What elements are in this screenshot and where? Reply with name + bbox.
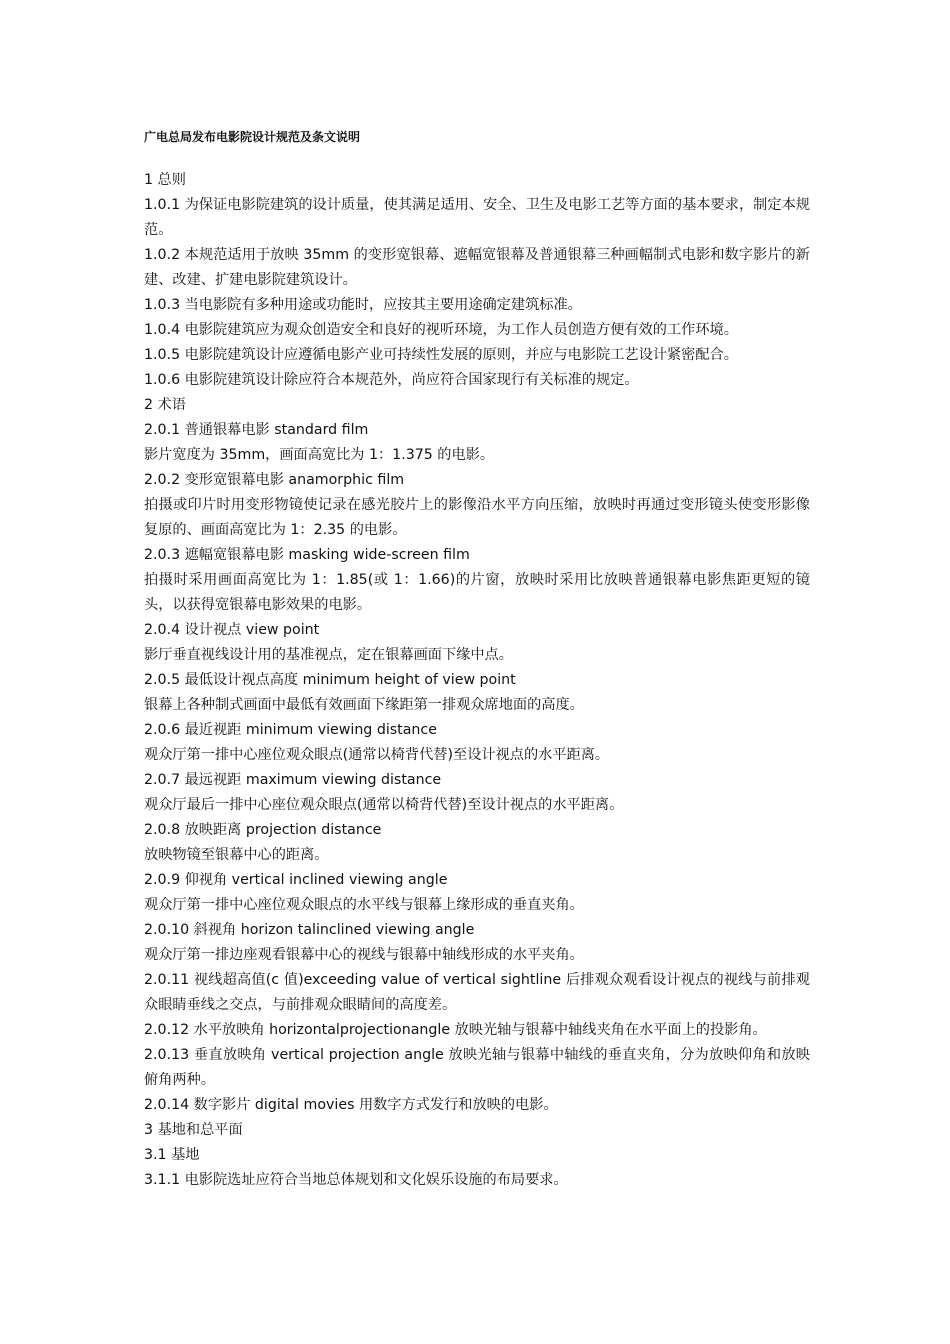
clause-paragraph: 1.0.4 电影院建筑应为观众创造安全和良好的视听环境，为工作人员创造方便有效的工作环境。 (144, 322, 738, 338)
term-paragraph: 2.0.14 数字影片 digital movies 用数字方式发行和放映的电影。 (144, 1097, 558, 1113)
term-paragraph: 2.0.11 视线超高值(c 值)exceeding value of vertical sightline 后排观众观看设计视点的视线与前排观众眼睛垂线之交点，与前排观众眼睛间的高度差。 (144, 972, 810, 1013)
term-paragraph: 2.0.13 垂直放映角 vertical projection angle 放映光轴与银幕中轴线的垂直夹角，分为放映仰角和放映俯角两种。 (144, 1047, 810, 1088)
chapter-heading: 2 术语 (144, 397, 186, 413)
clause-paragraph: 1.0.6 电影院建筑设计除应符合本规范外，尚应符合国家现行有关标准的规定。 (144, 372, 639, 388)
term-definition: 观众厅第一排中心座位观众眼点(通常以椅背代替)至设计视点的水平距离。 (144, 747, 610, 763)
term-heading: 2.0.7 最远视距 maximum viewing distance (144, 772, 442, 788)
term-definition: 银幕上各种制式画面中最低有效画面下缘距第一排观众席地面的高度。 (144, 697, 584, 713)
term-heading: 2.0.3 遮幅宽银幕电影 masking wide-screen film (144, 547, 470, 563)
term-heading: 2.0.2 变形宽银幕电影 anamorphic film (144, 472, 405, 488)
term-heading: 2.0.9 仰视角 vertical inclined viewing angle (144, 872, 448, 888)
document-body (144, 168, 810, 1193)
clause-paragraph: 1.0.5 电影院建筑设计应遵循电影产业可持续性发展的原则，并应与电影院工艺设计紧密配合。 (144, 347, 738, 363)
clause-paragraph: 1.0.2 本规范适用于放映 35mm 的变形宽银幕、遮幅宽银幕及普通银幕三种画幅制式电影和数字影片的新建、改建、扩建电影院建筑设计。 (144, 247, 810, 288)
document-title: 广电总局发布电影院设计规范及条文说明 (144, 130, 361, 144)
clause-paragraph: 1.0.3 当电影院有多种用途或功能时，应按其主要用途确定建筑标准。 (144, 297, 582, 313)
term-definition: 影片宽度为 35mm，画面高宽比为 1：1.375 的电影。 (144, 447, 495, 463)
term-heading: 2.0.1 普通银幕电影 standard film (144, 422, 369, 438)
document-page (144, 126, 810, 1193)
term-definition: 观众厅第一排边座观看银幕中心的视线与银幕中轴线形成的水平夹角。 (144, 947, 584, 963)
term-paragraph: 2.0.12 水平放映角 horizontalprojectionangle 放映光轴与银幕中轴线夹角在水平面上的投影角。 (144, 1022, 767, 1038)
term-heading: 2.0.5 最低设计视点高度 minimum height of view point (144, 672, 516, 688)
term-heading: 2.0.10 斜视角 horizon talinclined viewing angle (144, 922, 475, 938)
term-definition: 拍摄时采用画面高宽比为 1：1.85(或 1：1.66)的片窗，放映时采用比放映普通银幕电影焦距更短的镜头，以获得宽银幕电影效果的电影。 (144, 572, 810, 613)
term-heading: 2.0.6 最近视距 minimum viewing distance (144, 722, 437, 738)
term-definition: 观众厅最后一排中心座位观众眼点(通常以椅背代替)至设计视点的水平距离。 (144, 797, 624, 813)
chapter-heading: 3 基地和总平面 (144, 1122, 243, 1138)
term-heading: 2.0.4 设计视点 view point (144, 622, 320, 638)
chapter-heading: 1 总则 (144, 172, 186, 188)
clause-paragraph: 1.0.1 为保证电影院建筑的设计质量，使其满足适用、安全、卫生及电影工艺等方面的基本要求，制定本规范。 (144, 197, 810, 238)
clause-paragraph: 3.1.1 电影院选址应符合当地总体规划和文化娱乐设施的布局要求。 (144, 1172, 568, 1188)
term-definition: 拍摄或印片时用变形物镜使记录在感光胶片上的影像沿水平方向压缩，放映时再通过变形镜头使变形影像复原的、画面高宽比为 1：2.35 的电影。 (144, 497, 810, 538)
term-definition: 观众厅第一排中心座位观众眼点的水平线与银幕上缘形成的垂直夹角。 (144, 897, 584, 913)
term-heading: 2.0.8 放映距离 projection distance (144, 822, 382, 838)
section-heading: 3.1 基地 (144, 1147, 200, 1163)
term-definition: 影厅垂直视线设计用的基准视点，定在银幕画面下缘中点。 (144, 647, 513, 663)
term-definition: 放映物镜至银幕中心的距离。 (144, 847, 329, 863)
